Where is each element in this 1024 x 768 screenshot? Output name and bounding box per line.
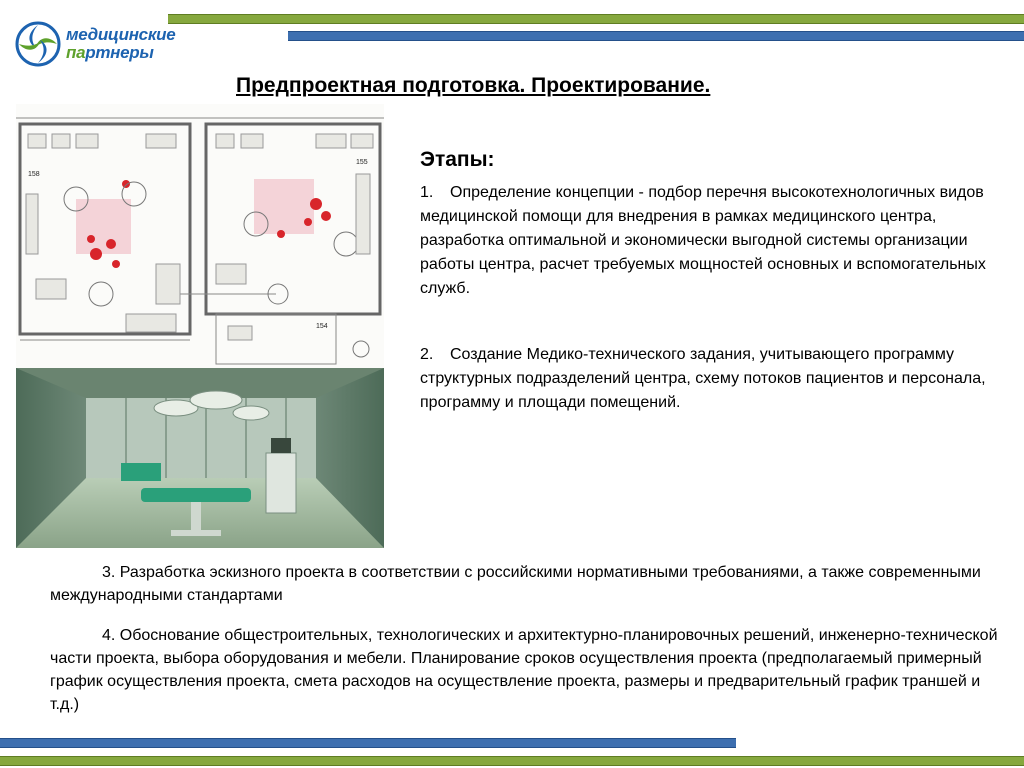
logo-line-1: медицинские	[66, 25, 176, 44]
floor-plan-image	[16, 104, 384, 368]
operating-room-photo	[16, 368, 384, 548]
logo-line-2-highlight: па	[66, 43, 86, 62]
paragraph-text: 4. Обоснование общестроительных, технологических и архитектурно-планировочных решений, инженерно-технической части проекта, выбора оборудования и мебели. Планирование сроков осуществления проекта (предполагаемый примерный график осуществления проекта, смета расходов на осуществление проекта, размеры и предварительный график траншей и т.д.)	[50, 627, 998, 713]
plan-room-label-154: 154	[316, 323, 328, 330]
stage-number: 2.	[420, 346, 434, 363]
company-logo	[14, 20, 214, 72]
stage-number: 1.	[420, 184, 434, 201]
logo-line-2-rest: ртнеры	[85, 43, 154, 62]
slide-title: Предпроектная подготовка. Проектирование.	[236, 74, 711, 97]
plan-room-label-158: 158	[28, 171, 40, 178]
paragraph-stage-3	[50, 561, 1000, 607]
stage-text: Определение концепции - подбор перечня высокотехнологичных видов медицинской помощи для внедрения в рамках медицинского центра, разработка оптимальной и экономически выгодной системы организации работы центра, расчет требуемых мощностей основных и вспомогательных служб.	[420, 184, 986, 297]
logo-line-2	[66, 44, 175, 62]
paragraph-stage-4	[50, 624, 1000, 716]
top-green-stripe	[168, 14, 1024, 24]
logo-wordmark	[66, 26, 175, 62]
stage-item-2	[420, 343, 1000, 415]
bottom-green-stripe	[0, 756, 1024, 766]
stage-text: Создание Медико-технического задания, учитывающего программу структурных подразделений центра, схему потоков пациентов и персонала, программу и площади помещений.	[420, 346, 986, 411]
bottom-blue-stripe	[0, 738, 736, 748]
plan-room-label-155: 155	[356, 159, 368, 166]
top-blue-stripe	[288, 31, 1024, 41]
stage-item-1	[420, 181, 1000, 301]
logo-emblem-icon	[14, 20, 62, 68]
stages-heading: Этапы:	[420, 148, 495, 171]
paragraph-text: 3. Разработка эскизного проекта в соответствии с российскими нормативными требованиями, а также современными международными стандартами	[50, 564, 981, 604]
